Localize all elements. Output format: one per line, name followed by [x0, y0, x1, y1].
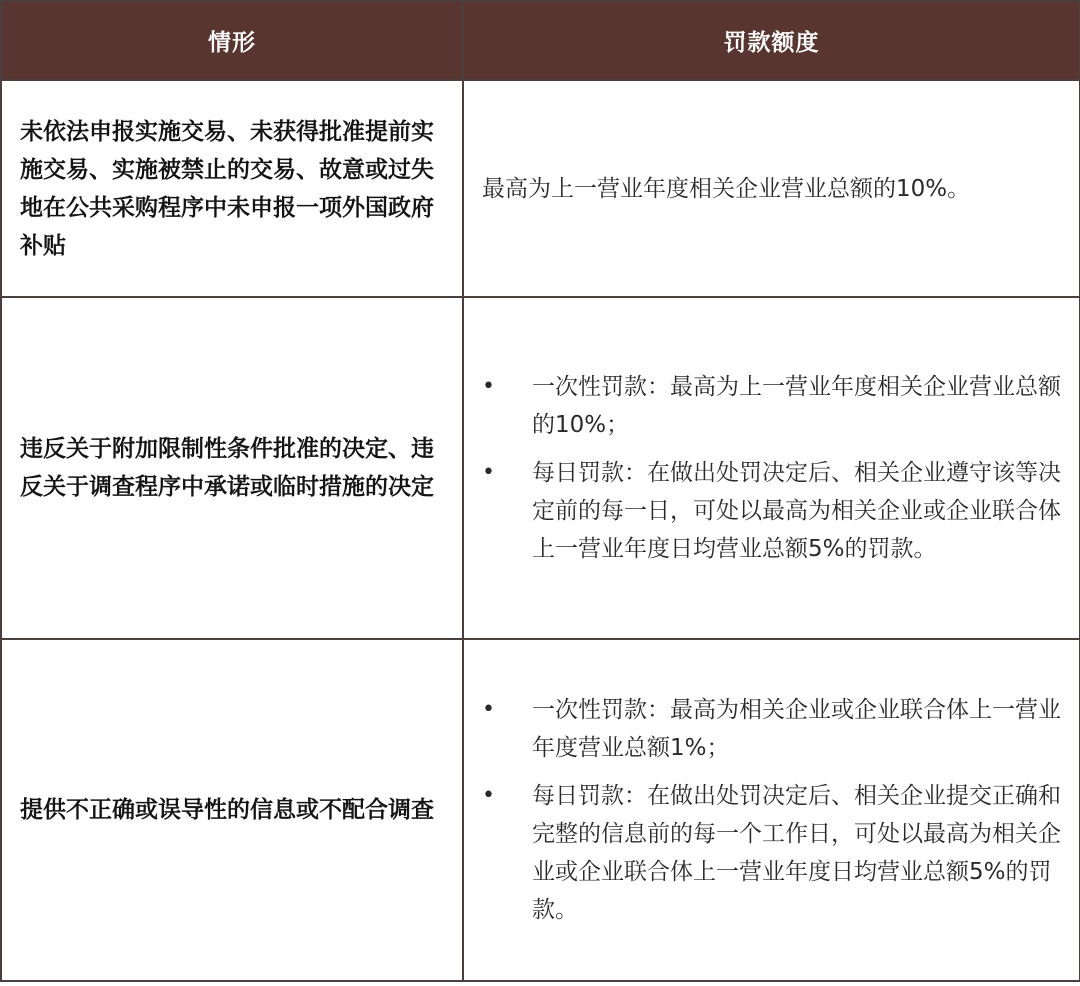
fine-cell — [463, 639, 1080, 981]
bullet-icon: • — [482, 460, 495, 485]
list-item — [482, 368, 1063, 444]
fine-bullet-text: 每日罚款：在做出处罚决定后、相关企业遵守该等决定前的每一日，可处以最高为相关企业或企业联合体上一营业年度日均营业总额5%的罚款。 — [532, 460, 1061, 562]
header-row — [1, 1, 1080, 80]
fine-cell: 最高为上一营业年度相关企业营业总额的10%。 — [463, 80, 1080, 297]
table-row — [1, 639, 1080, 981]
condition-cell: 未依法申报实施交易、未获得批准提前实施交易、实施被禁止的交易、故意或过失地在公共采购程序中未申报一项外国政府补贴 — [1, 80, 463, 297]
fine-bullet-text: 一次性罚款：最高为上一营业年度相关企业营业总额的10%； — [532, 374, 1061, 438]
list-item — [482, 691, 1063, 767]
list-item — [482, 454, 1063, 568]
bullet-icon: • — [482, 374, 495, 399]
condition-cell: 违反关于附加限制性条件批准的决定、违反关于调查程序中承诺或临时措施的决定 — [1, 297, 463, 639]
header-fine-amount: 罚款额度 — [463, 1, 1080, 80]
header-situation: 情形 — [1, 1, 463, 80]
fine-bullet-text: 一次性罚款：最高为相关企业或企业联合体上一营业年度营业总额1%； — [532, 697, 1061, 761]
fine-bullet-list — [482, 368, 1063, 568]
table-row — [1, 80, 1080, 297]
list-item — [482, 777, 1063, 929]
bullet-icon: • — [482, 697, 495, 722]
fine-cell — [463, 297, 1080, 639]
fine-bullet-text: 每日罚款：在做出处罚决定后、相关企业提交正确和完整的信息前的每一个工作日，可处以最高为相关企业或企业联合体上一营业年度日均营业总额5%的罚款。 — [532, 783, 1061, 923]
table-row — [1, 297, 1080, 639]
condition-cell: 提供不正确或误导性的信息或不配合调查 — [1, 639, 463, 981]
bullet-icon: • — [482, 783, 495, 808]
fine-bullet-list — [482, 691, 1063, 929]
